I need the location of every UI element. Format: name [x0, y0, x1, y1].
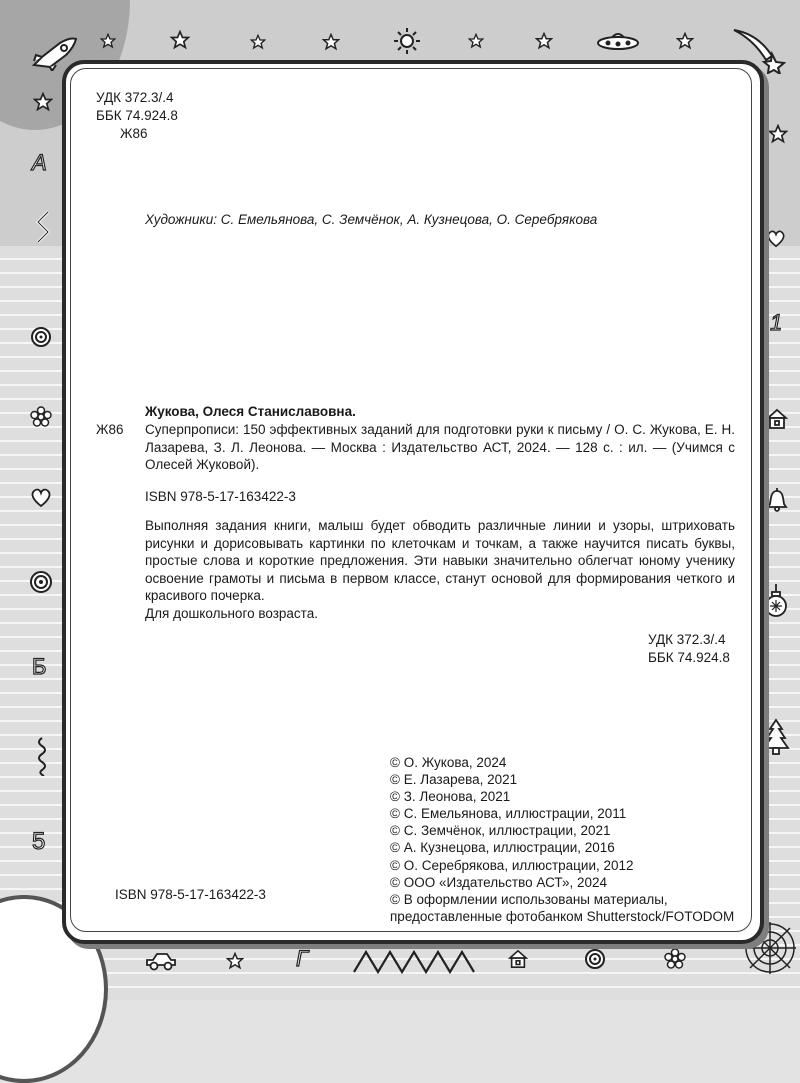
star-icon: [468, 33, 484, 49]
entry-description: Суперпрописи: 150 эффективных заданий для подготовки руки к письму / О. С. Жукова, Е. Н. Лазарева, З. Л. Леонова. — Москва : Издательство АСТ, 2024. — 128 с. : ил. — (Учимся с Олесей Жуковой).: [145, 422, 735, 472]
digit-5-decoration: 5: [32, 828, 46, 855]
copyright-line: © ООО «Издательство АСТ», 2024: [390, 874, 608, 890]
letter-a-decoration: А: [32, 150, 47, 175]
zigzag-line-decoration: [352, 948, 476, 974]
star-icon: [768, 124, 788, 144]
entry-isbn: ISBN 978-5-17-163422-3: [145, 489, 296, 504]
spiral-icon: [29, 570, 53, 594]
house-icon: [766, 408, 788, 430]
copyright-line: © С. Емельянова, иллюстрации, 2011: [390, 806, 627, 822]
author-mark: Ж86: [120, 126, 148, 141]
annotation: [145, 517, 735, 622]
tree-icon: [762, 718, 790, 758]
star-icon: [170, 30, 190, 50]
spiral-icon: [584, 948, 606, 970]
copyright-block: [390, 754, 734, 925]
bbk-code: ББК 74.924.8: [96, 108, 178, 123]
artists-credit: Художники: С. Емельянова, С. Земчёнок, А. Кузнецова, О. Серебрякова: [145, 212, 598, 227]
star-icon: [535, 32, 553, 50]
star-icon: [250, 34, 266, 50]
ufo-icon: [596, 28, 640, 54]
house-icon: [508, 949, 528, 969]
star-icon: [676, 32, 694, 50]
copyright-line: © С. Земчёнок, иллюстрации, 2021: [390, 823, 611, 839]
spiral-icon: [30, 326, 52, 348]
annotation-age: Для дошкольного возраста.: [145, 605, 318, 621]
heart-icon: [766, 230, 786, 248]
heart-icon: [30, 488, 52, 508]
star-icon: [226, 952, 244, 970]
car-icon: [144, 950, 178, 972]
flower-icon: [30, 406, 52, 428]
star-icon: [100, 33, 116, 49]
entry-author-mark: Ж86: [96, 422, 124, 437]
bell-icon: [766, 488, 788, 512]
copyright-line: © В оформлении использованы материалы,: [390, 891, 668, 907]
star-icon: [33, 92, 53, 112]
star-icon: [322, 33, 340, 51]
copyright-line: предоставленные фотобанком Shutterstock/FOTODOM: [390, 908, 735, 924]
flower-icon: [664, 948, 686, 970]
copyright-line: © О. Серебрякова, иллюстрации, 2012: [390, 857, 634, 873]
udk-code-bottom: УДК 372.3/.4: [648, 632, 726, 647]
annotation-text: Выполняя задания книги, малыш будет обводить различные линии и узоры, штриховать рисунки и дорисовывать картинки по клеточкам и точкам, а также научится писать буквы, простые слова и короткие предложения. Эти навыки значительно облегчат юному ученику освоение грамоты и письма в первом классе, станут основой для формирования четкого и красивого почерка.: [145, 518, 735, 603]
letter-b-decoration: Б: [32, 654, 47, 679]
entry-author: Жукова, Олеся Станиславовна.: [145, 404, 356, 419]
copyright-line: © З. Леонова, 2021: [390, 789, 511, 805]
wave-decoration: [34, 736, 50, 776]
isbn-bottom: ISBN 978-5-17-163422-3: [115, 887, 266, 902]
digit-1-decoration: 1: [770, 310, 783, 335]
letter-g-decoration: Г: [296, 946, 308, 971]
bbk-code-bottom: ББК 74.924.8: [648, 650, 730, 665]
copyright-line: © Е. Лазарева, 2021: [390, 772, 518, 788]
udk-code: УДК 372.3/.4: [96, 90, 174, 105]
copyright-line: © А. Кузнецова, иллюстрации, 2016: [390, 840, 615, 856]
copyright-line: © О. Жукова, 2024: [390, 755, 507, 770]
zigzag-decoration: [36, 210, 50, 244]
ornament-ball-icon: [763, 584, 789, 620]
sun-icon: [392, 26, 422, 56]
